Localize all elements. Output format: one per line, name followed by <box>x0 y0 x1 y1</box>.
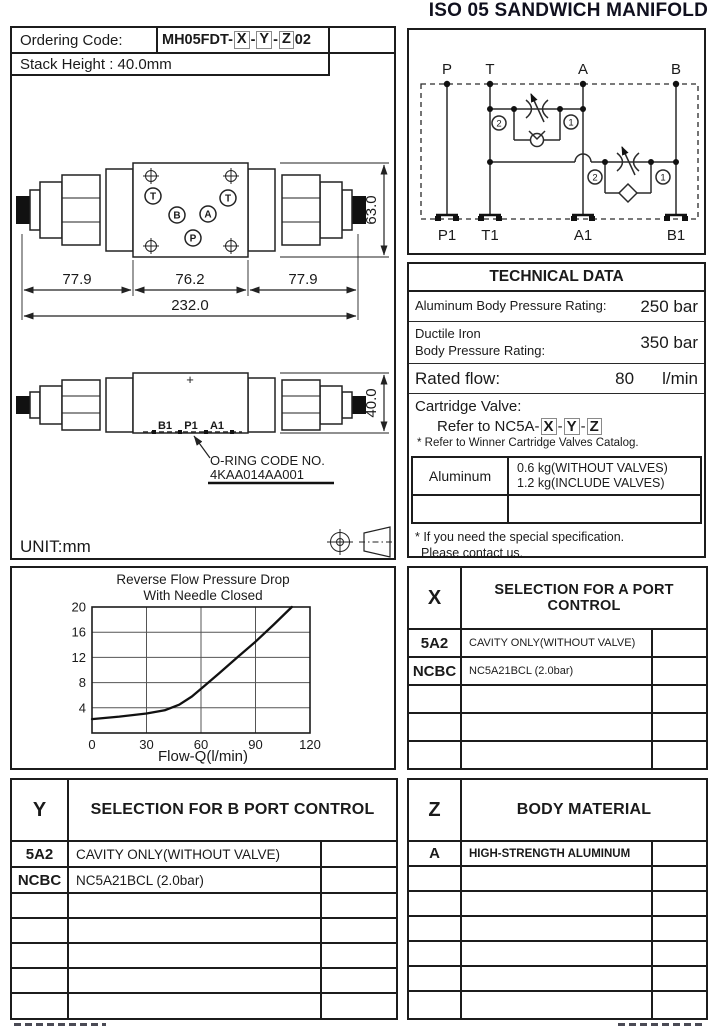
projection-symbol <box>327 527 394 557</box>
cartridge-z-box: Z <box>587 418 602 436</box>
x-row-code: 5A2 <box>408 629 461 657</box>
iron-pressure-row: Ductile Iron Body Pressure Rating: 350 bar <box>409 322 704 364</box>
svg-text:77.9: 77.9 <box>62 271 92 288</box>
right-adjustment-knob-side <box>282 380 366 430</box>
svg-text:77.9: 77.9 <box>288 271 318 288</box>
svg-text:60: 60 <box>193 737 209 752</box>
right-adjustment-knob <box>282 175 366 245</box>
stack-height-row: Stack Height : 40.0mm <box>12 54 330 76</box>
y-row-code: 5A2 <box>11 841 68 867</box>
schematic-port-p1: P1 <box>437 227 457 244</box>
hydraulic-schematic-panel <box>407 28 706 255</box>
pressure-drop-chart <box>12 568 394 768</box>
pressure-drop-chart-panel <box>10 566 396 770</box>
y-row-desc: NC5A21BCL (2.0bar) <box>68 867 321 893</box>
svg-text:76.2: 76.2 <box>175 271 205 288</box>
weight-material-empty <box>412 495 508 523</box>
svg-text:4KAA014AA001: 4KAA014AA001 <box>210 467 304 482</box>
plus-mark: + <box>186 372 194 387</box>
svg-text:30: 30 <box>139 737 154 752</box>
valve-b-port1: 1 <box>660 172 666 184</box>
technical-data-header: TECHNICAL DATA <box>409 264 704 292</box>
y-table-code-header: Y <box>11 779 68 841</box>
svg-text:8: 8 <box>78 675 86 691</box>
schematic-port-b: B <box>670 61 682 78</box>
special-spec-note: * If you need the special specification. Please contact us. <box>415 529 625 560</box>
schematic-port-a1: A1 <box>573 227 593 244</box>
svg-text:63.0: 63.0 <box>363 195 380 225</box>
chart-x-axis-label: Flow-Q(l/min) <box>158 748 248 765</box>
dimension-drawing-panel <box>10 26 396 560</box>
ordering-z-box: Z <box>279 31 294 48</box>
unit-label: UNIT:mm <box>20 537 91 556</box>
side-port-a1: A1 <box>209 420 225 432</box>
ordering-x-box: X <box>234 31 250 48</box>
weight-table <box>411 456 702 524</box>
x-row-desc: CAVITY ONLY(WITHOUT VALVE) <box>461 629 652 657</box>
technical-data-panel <box>407 262 706 558</box>
ordering-y-box: Y <box>256 31 272 48</box>
flow-control-valve-a <box>487 94 586 147</box>
schematic-port-t: T <box>485 61 495 78</box>
schematic-port-b1: B1 <box>666 227 686 244</box>
z-body-material-table <box>407 778 708 1020</box>
left-end-plate-side <box>106 378 133 432</box>
svg-text:O-RING CODE NO.: O-RING CODE NO. <box>210 453 325 468</box>
svg-text:120: 120 <box>299 737 321 752</box>
ordering-empty-cell <box>330 28 394 52</box>
valve-a-port2: 2 <box>496 118 502 130</box>
z-row-code: A <box>408 841 461 866</box>
side-port-b1: B1 <box>157 420 173 432</box>
z-row-desc: HIGH-STRENGTH ALUMINUM <box>461 841 652 866</box>
manifold-envelope <box>421 84 698 219</box>
left-end-plate <box>106 169 133 251</box>
rated-flow-row: Rated flow: 80 l/min <box>409 364 704 394</box>
oring-note <box>194 436 334 483</box>
side-port-p1: P1 <box>184 420 198 432</box>
weight-values-empty <box>508 495 701 523</box>
svg-text:232.0: 232.0 <box>171 297 209 314</box>
x-table-title: SELECTION FOR A PORT CONTROL <box>461 567 707 629</box>
right-end-plate-side <box>248 378 275 432</box>
y-row-code: NCBC <box>11 867 68 893</box>
ordering-code-row <box>12 28 394 54</box>
aluminum-pressure-row: Aluminum Body Pressure Rating: 250 bar <box>409 292 704 322</box>
svg-text:90: 90 <box>248 737 263 752</box>
valve-b-port2: 2 <box>592 172 598 184</box>
svg-text:12: 12 <box>71 649 86 665</box>
valve-drawing-svg <box>12 28 394 558</box>
ordering-code-label: Ordering Code: <box>12 28 158 52</box>
y-table-title: SELECTION FOR B PORT CONTROL <box>68 779 397 841</box>
cartridge-note: * Refer to Winner Cartridge Valves Catalog. <box>417 437 639 449</box>
svg-text:20: 20 <box>71 599 86 615</box>
bottom-port-symbols <box>435 215 688 221</box>
ordering-code-value: MH05FDT- X - Y - Z 02 <box>158 28 330 52</box>
z-table-title: BODY MATERIAL <box>461 779 707 841</box>
left-adjustment-knob-side <box>16 380 100 430</box>
port-p: P <box>189 233 197 245</box>
right-end-plate <box>248 169 275 251</box>
top-view <box>16 163 389 320</box>
valve-a-port1: 1 <box>568 117 574 129</box>
schematic-port-a: A <box>577 61 589 78</box>
x-selection-table <box>407 566 708 770</box>
z-table-code-header: Z <box>408 779 461 841</box>
port-a: A <box>204 209 212 221</box>
port-t-right: T <box>224 193 232 205</box>
y-row-desc: CAVITY ONLY(WITHOUT VALVE) <box>68 841 321 867</box>
port-b: B <box>173 210 181 222</box>
schematic-port-t1: T1 <box>481 227 499 244</box>
weight-values: 0.6 kg(WITHOUT VALVES) 1.2 kg(INCLUDE VALVES) <box>508 457 701 495</box>
chart-title: Reverse Flow Pressure Drop With Needle Closed <box>116 572 290 604</box>
y-selection-table <box>10 778 398 1020</box>
x-table-code-header: X <box>408 567 461 629</box>
svg-text:16: 16 <box>71 624 86 640</box>
cartridge-x-box: X <box>541 418 557 436</box>
weight-material: Aluminum <box>412 457 508 495</box>
svg-text:40.0: 40.0 <box>363 388 380 418</box>
port-t-left: T <box>149 191 157 203</box>
cartridge-y-box: Y <box>564 418 580 436</box>
svg-text:0: 0 <box>88 737 96 752</box>
svg-text:4: 4 <box>78 700 86 716</box>
schematic-port-p: P <box>441 61 453 78</box>
side-view <box>16 372 389 483</box>
page-title: ISO 05 SANDWICH MANIFOLD <box>428 0 708 21</box>
schematic-svg <box>409 30 704 253</box>
x-row-code: NCBC <box>408 657 461 685</box>
x-row-desc: NC5A21BCL (2.0bar) <box>461 657 652 685</box>
cartridge-valve-block: Cartridge Valve: Refer to NC5A- X - Y - Z * Refer to Winner Cartridge Valves Catalog. <box>409 394 704 454</box>
left-adjustment-knob <box>16 175 100 245</box>
